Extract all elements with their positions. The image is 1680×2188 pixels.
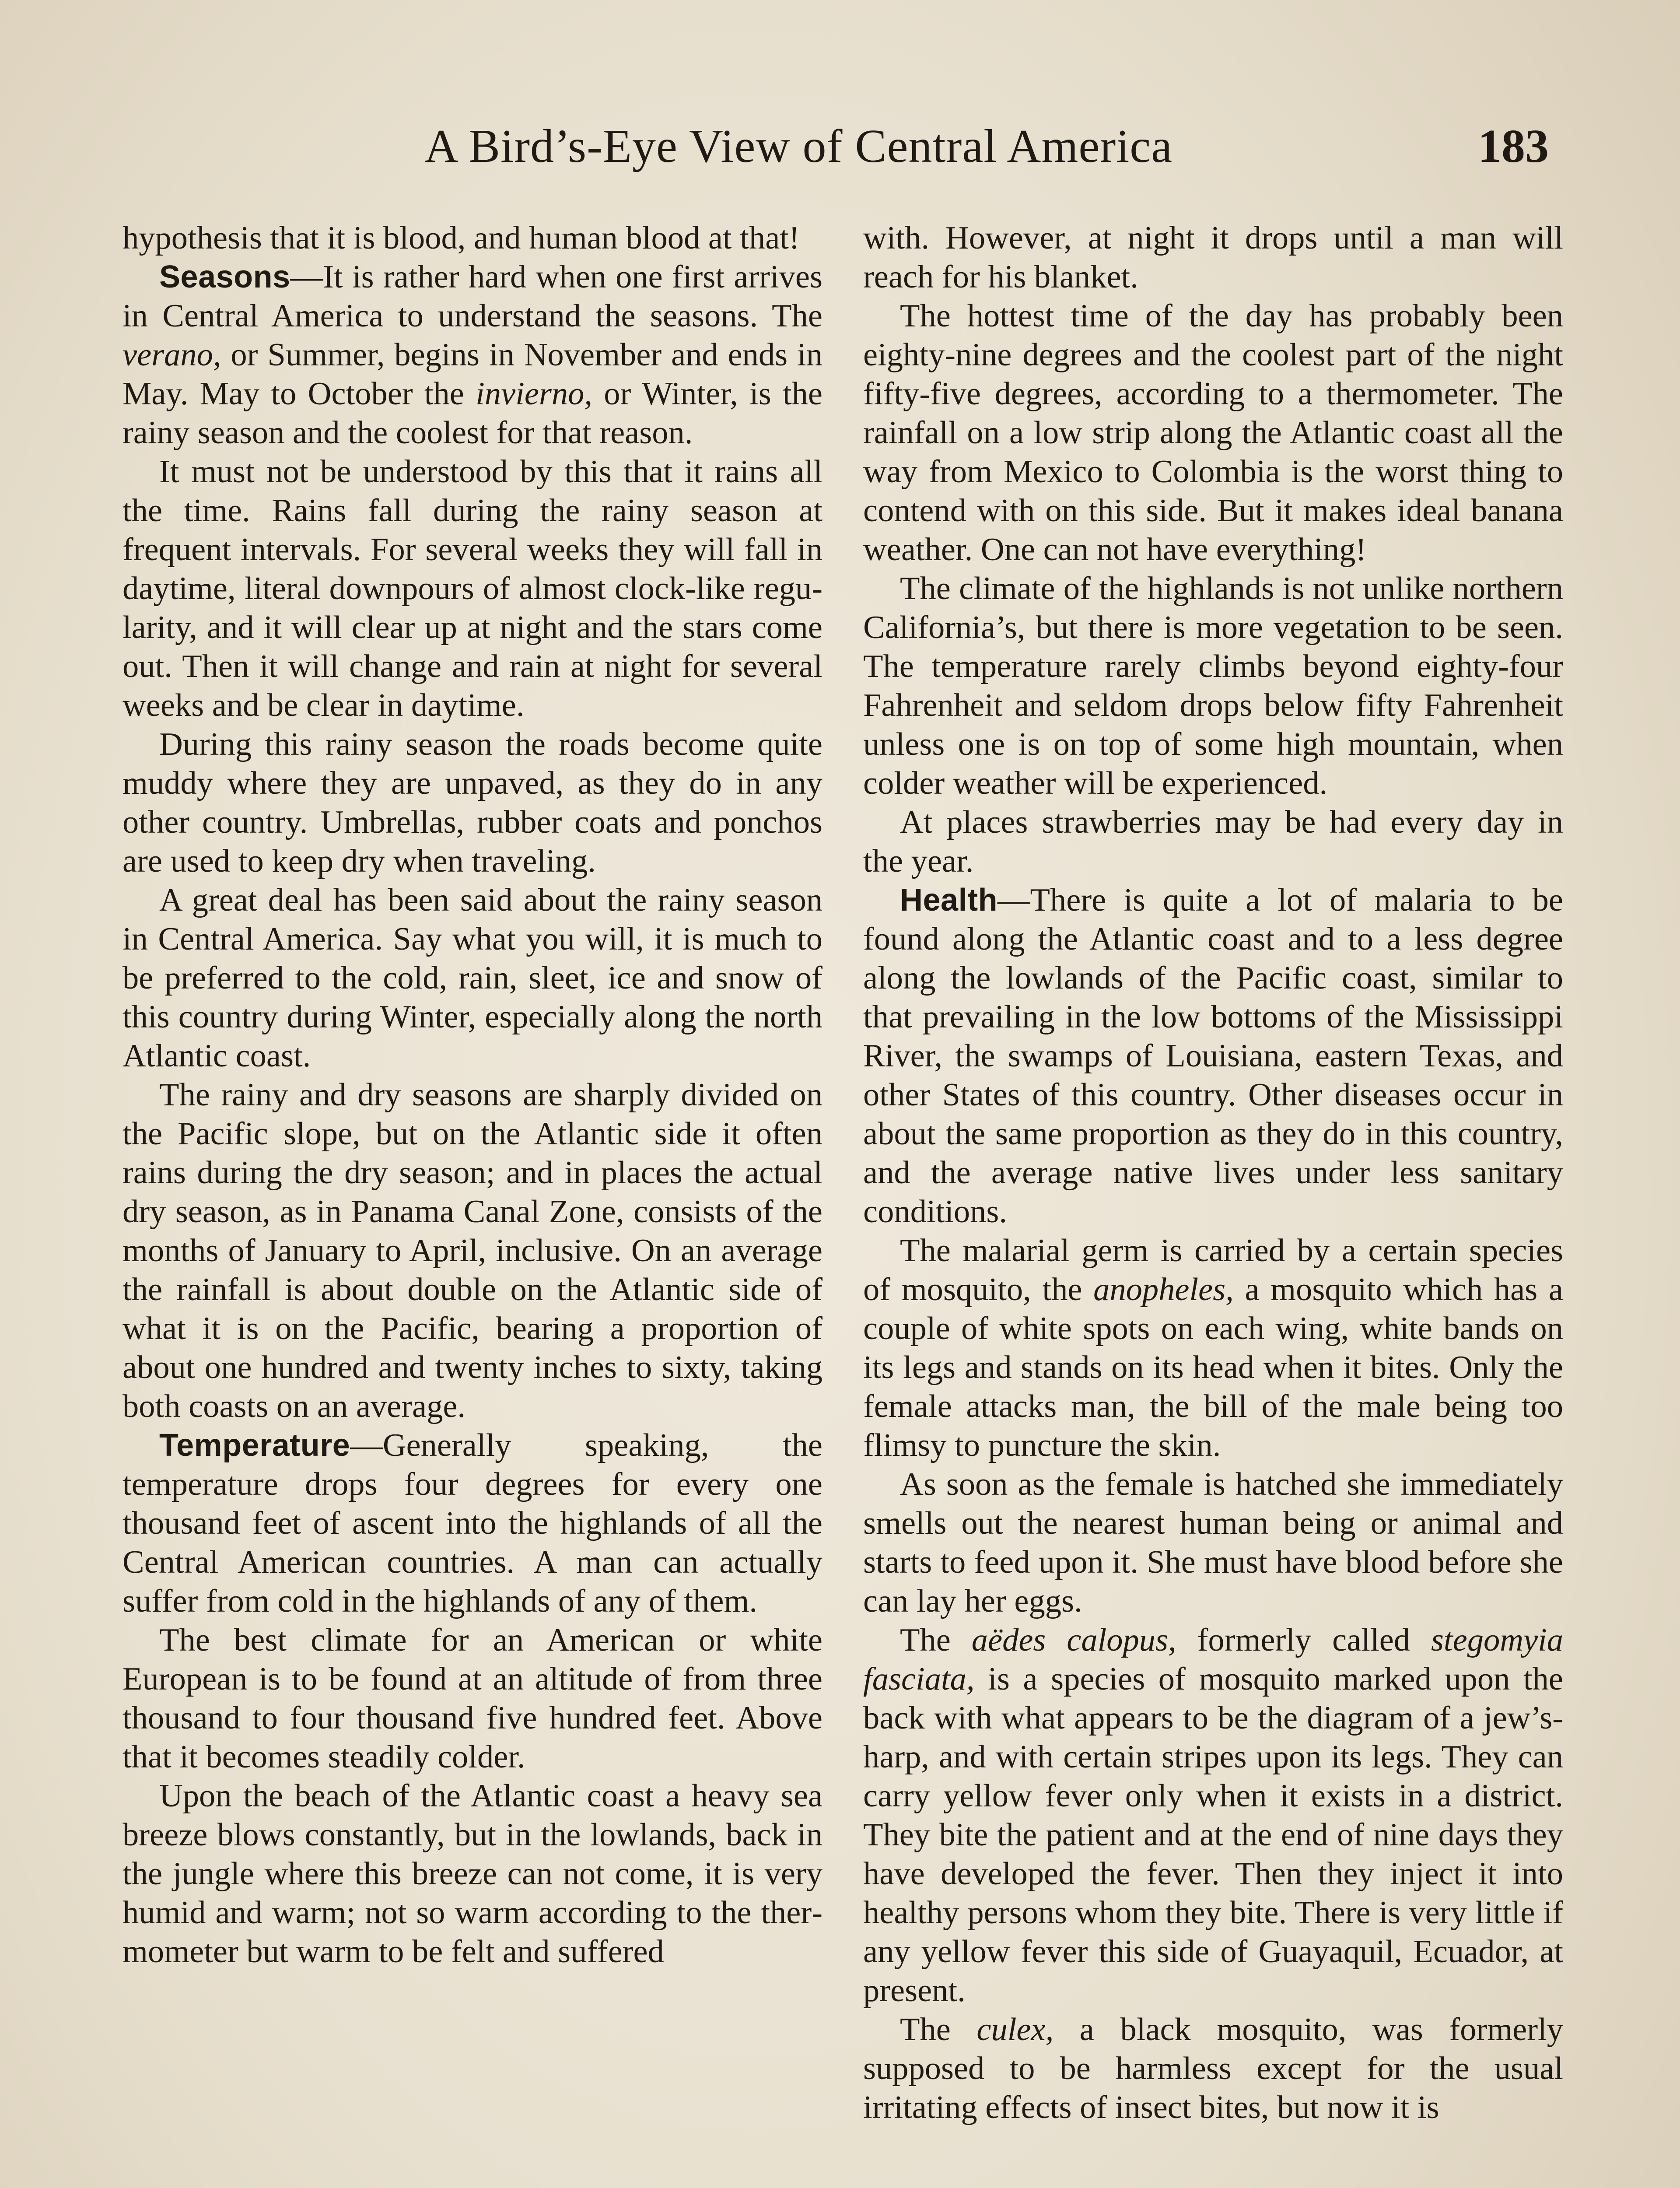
page-number: 183 bbox=[1478, 120, 1549, 172]
left-column bbox=[122, 219, 822, 1971]
paragraph: A great deal has been said about the rainy season in Central America. Say what you will, it is much to be preferred to the cold, rain, sleet, ice and snow of this country during Winter, especially along the north Atlantic coast. bbox=[122, 882, 822, 1074]
paragraph: The rainy and dry seasons are sharply divided on the Pacific slope, but on the Atlantic side it often rains during the dry season; and in places the actual dry season, as in Panama Canal Zone, consists of the months of January to April, inclusive. On an average the rainfall is about double on the Atlantic side of what it is on the Pacific, bearing a proportion of about one hundred and twenty inches to sixty, taking both coasts on an average. bbox=[122, 1077, 822, 1424]
page-header bbox=[0, 116, 1680, 177]
paragraph: Upon the beach of the Atlantic coast a heavy sea breeze blows constantly, but in the lowlands, back in the jungle where this breeze can not come, it is very humid and warm; not so warm according to the thermometer but warm to be felt and suffered bbox=[122, 1778, 822, 1970]
paragraph: As soon as the female is hatched she immediately smells out the nearest human being or animal and starts to feed upon it. She must have blood before she can lay her eggs. bbox=[863, 1466, 1563, 1619]
paragraph: hypothesis that it is blood, and human blood at that! bbox=[122, 220, 800, 256]
paragraph: The culex, a black mosquito, was formerly supposed to be harmless except for the usual irritating effects of insect bites, but now it is bbox=[863, 2012, 1563, 2125]
running-title: A Bird’s-Eye View of Central America bbox=[424, 120, 1173, 172]
seasons-paragraph: Seasons—It is rather hard when one first arrives in Central America to understand the seasons. The verano, or Summer, begins in November and ends in May. May to October the invierno, or Winter, is the rainy season and the coolest for that reason. bbox=[122, 259, 822, 451]
paragraph: The malarial germ is carried by a certain species of mosquito, the anopheles, a mosquito which has a couple of white spots on each wing, white bands on its legs and stands on its head when it bites. Only the female attacks man, the bill of the male being too flimsy to puncture the skin. bbox=[863, 1233, 1563, 1463]
paragraph: The best climate for an American or white European is to be found at an altitude of from three thousand to four thousand five hundred feet. Above that it becomes steadily colder. bbox=[122, 1622, 822, 1775]
paragraph: The aëdes calopus, formerly called stegomyia fasciata, is a species of mosquito marked upon the back with what appears to be the diagram of a jew’s-harp, and with certain stripes upon its legs. They can carry yellow fever only when it exists in a district. They bite the patient and at the end of nine days they have developed the fever. Then they inject it into healthy persons whom they bite. There is very little if any yellow fever this side of Guayaquil, Ecuador, at present. bbox=[863, 1622, 1564, 2009]
health-paragraph: Health—There is quite a lot of malaria to be found along the Atlantic coast and to a less degree along the lowlands of the Pacific coast, similar to that prevailing in the low bottoms of the Mississippi River, the swamps of Louisiana, eastern Texas, and other States of this country. Other diseases occur in about the same proportion as they do in this country, and the average native lives under less sanitary conditions. bbox=[863, 882, 1563, 1230]
right-column bbox=[863, 219, 1563, 2127]
paragraph: At places strawberries may be had every day in the year. bbox=[863, 804, 1563, 879]
section-heading-seasons: Seasons bbox=[159, 259, 290, 295]
section-heading-health: Health bbox=[900, 883, 998, 918]
paragraph: with. However, at night it drops until a man will reach for his blanket. bbox=[863, 220, 1563, 295]
paragraph: During this rainy season the roads become quite muddy where they are unpaved, as they do in any other country. Umbrellas, rubber coats and ponchos are used to keep dry when traveling. bbox=[122, 726, 822, 879]
paragraph: The hottest time of the day has probably been eighty-nine degrees and the coolest part of the night fifty-five degrees, according to a thermometer. The rainfall on a low strip along the Atlantic coast all the way from Mexico to Colombia is the worst thing to contend with on this side. But it makes ideal banana weather. One can not have everything! bbox=[863, 298, 1563, 568]
paragraph: It must not be understood by this that it rains all the time. Rains fall during the rainy season at frequent intervals. For several weeks they will fall in daytime, literal downpours of almost clock-like regularity, and it will clear up at night and the stars come out. Then it will change and rain at night for several weeks and be clear in daytime. bbox=[122, 454, 822, 723]
paragraph: The climate of the highlands is not unlike northern California’s, but there is more vegetation to be seen. The temperature rarely climbs beyond eighty-four Fahrenheit and seldom drops below fifty Fahrenheit unless one is on top of some high mountain, when colder weather will be experienced. bbox=[863, 571, 1563, 801]
temperature-paragraph: Temperature—Generally speaking, the temperature drops four degrees for every one thousand feet of ascent into the highlands of all the Central American countries. A man can actually suffer from cold in the highlands of any of them. bbox=[122, 1427, 822, 1619]
section-heading-temperature: Temperature bbox=[159, 1428, 350, 1463]
